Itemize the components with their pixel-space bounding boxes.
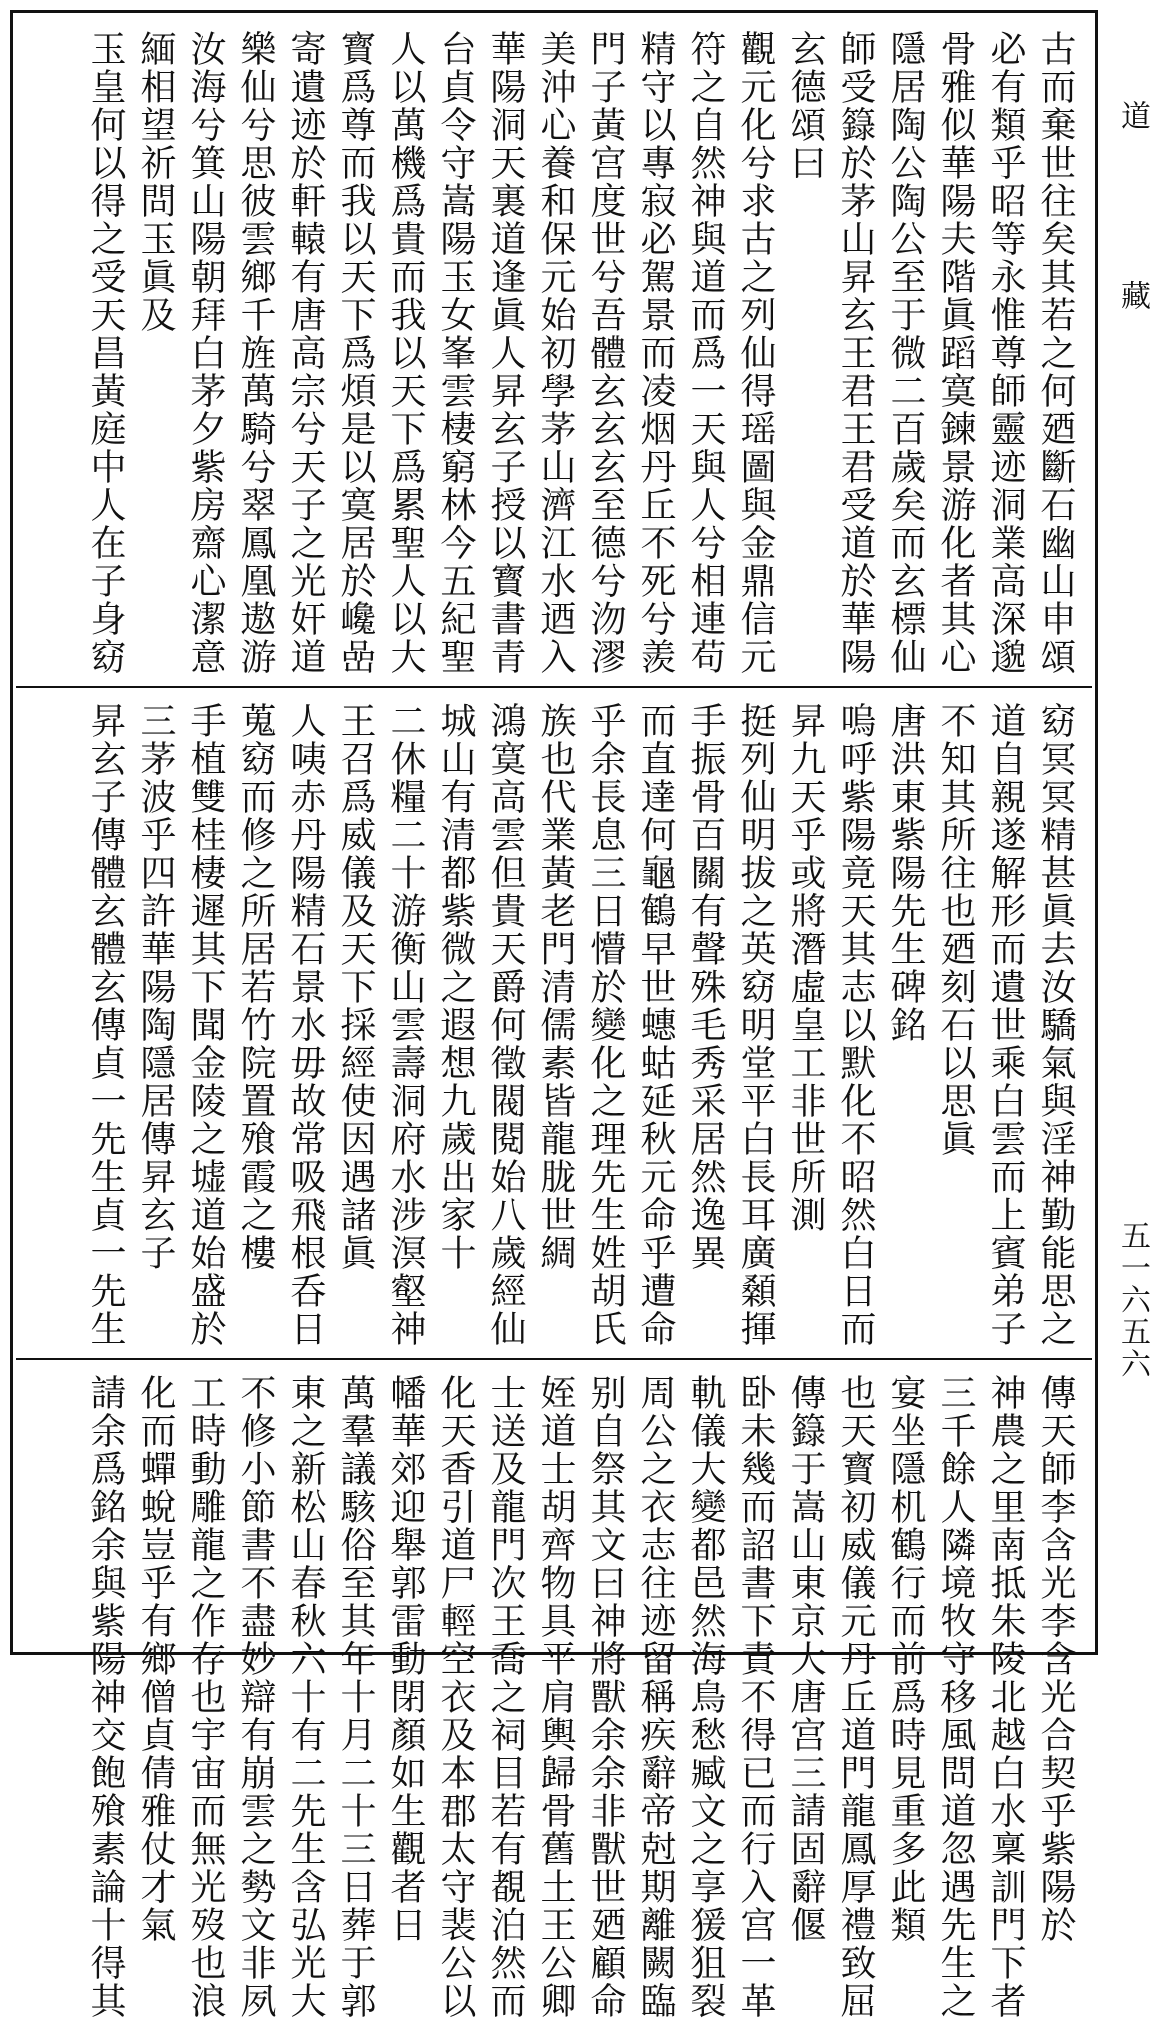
text-column: 骨雅似華陽夫階眞蹈寞鍊景游化者其心 <box>935 30 976 676</box>
text-column: 玄德頌曰 <box>785 30 826 182</box>
text-column: 神農之里南抵朱陵北越白水稟訓門下者 <box>985 1374 1026 2020</box>
collection-title: 道藏 <box>1115 100 1150 460</box>
text-column: 族也代業黃老門清儒素皆龍胧世綢 <box>535 702 576 1272</box>
text-column: 必有類乎昭等永惟尊師靈迹洞業高深邈 <box>985 30 1026 676</box>
text-column: 觀元化兮求古之列仙得瑶圖與金鼎信元 <box>735 30 776 676</box>
text-column: 鴻寞高雲但貴天爵何徵閥閱始八歲經仙 <box>485 702 526 1348</box>
text-column: 古而棄世往矣其若之何廼斷石幽山申頌 <box>1035 30 1076 676</box>
text-column: 玉皇何以得之受天昌黃庭中人在子身窈 <box>85 30 126 676</box>
text-column: 王召爲威儀及天下採經使因遇諸眞 <box>335 702 376 1272</box>
text-column: 唐洪東紫陽先生碑銘 <box>885 702 926 1044</box>
text-column: 三茅波乎四許華陽陶隱居傳昇玄子 <box>135 702 176 1272</box>
text-column: 寄遺迹於軒轅有唐高宗兮天子之光奸道 <box>285 30 326 676</box>
text-column: 傳籙于嵩山東京大唐宫三請固辭偃 <box>785 1374 826 1944</box>
text-column: 緬相望祈問玉眞及 <box>135 30 176 334</box>
text-column: 萬羣議駭俗至其年十月二十三日葬于郭 <box>335 1374 376 2020</box>
text-column: 軌儀大變都邑然海鳥愁臧文之享猨狙裂 <box>685 1374 726 2020</box>
text-column: 請余爲銘余與紫陽神交飽飱素論十得其 <box>85 1374 126 2020</box>
register-middle <box>16 688 1092 1360</box>
text-column: 樂仙兮思彼雲鄉千旌萬騎兮翠鳳凰遨游 <box>235 30 276 676</box>
text-column: 華陽洞天裏道逢眞人昇玄子授以寳書青 <box>485 30 526 676</box>
text-column: 乎余長息三日懵於變化之理先生姓胡氏 <box>585 702 626 1348</box>
text-column: 不修小節書不盡妙辯有崩雲之勢文非夙 <box>235 1374 276 2020</box>
page-number: 五一六五六 <box>1115 1220 1150 1380</box>
text-column: 宴坐隱机鶴行而前爲時見重多此類 <box>885 1374 926 1944</box>
text-column: 窈冥冥精甚眞去汝驕氣與淫神勤能思之 <box>1035 702 1076 1348</box>
text-column: 周公之衣志往迹留稱疾辭帝尅期離闕臨 <box>635 1374 676 2020</box>
text-column: 蒐窈而修之所居若竹院置飱霞之樓 <box>235 702 276 1272</box>
text-column: 師受籙於茅山昇玄王君王君受道於華陽 <box>835 30 876 676</box>
text-column: 幡華郊迎舉郭雷動閉顏如生觀者日 <box>385 1374 426 1944</box>
side-margin <box>1102 0 1162 1663</box>
text-column: 手植雙桂棲遲其下聞金陵之墟道始盛於 <box>185 702 226 1348</box>
text-column: 姪道士胡齊物具平肩輿歸骨舊土王公卿 <box>535 1374 576 2020</box>
text-column: 符之自然神與道而爲一天與人兮相連苟 <box>685 30 726 676</box>
text-column: 别自祭其文曰神將獸余余非獸世廼顧命 <box>585 1374 626 2020</box>
text-column: 東之新松山春秋六十有二先生含弘光大 <box>285 1374 326 2020</box>
text-column: 手振骨百關有聲殊毛秀采居然逸異 <box>685 702 726 1272</box>
text-registers <box>16 16 1092 2020</box>
text-column: 化而蟬蛻豈乎有鄉僧貞倩雅仗才氣 <box>135 1374 176 1944</box>
text-column: 挺列仙明拔之英窈明堂平白長耳廣顙揮 <box>735 702 776 1348</box>
text-column: 道自親遂解形而遺世乘白雲而上賓弟子 <box>985 702 1026 1348</box>
text-column: 三千餘人隣境牧守移風問道忽遇先生之 <box>935 1374 976 2020</box>
text-column: 昇九天乎或將潛虛皇工非世所測 <box>785 702 826 1234</box>
register-bottom <box>16 1360 1092 2030</box>
text-column: 人以萬機爲貴而我以天下爲累聖人以大 <box>385 30 426 676</box>
text-column: 美沖心養和保元始初學茅山濟江水迺入 <box>535 30 576 676</box>
text-column: 精守以專寂必駕景而凌烟丹丘不死兮羨 <box>635 30 676 676</box>
text-column: 卧未幾而詔書下責不得已而行入宫一革 <box>735 1374 776 2020</box>
text-column: 嗚呼紫陽竟天其志以默化不昭然白日而 <box>835 702 876 1348</box>
text-column: 人咦赤丹陽精石景水毋故常吸飛根呑日 <box>285 702 326 1348</box>
text-column: 傳天師李含光李含光合契乎紫陽於 <box>1035 1374 1076 1944</box>
text-column: 城山有清都紫微之遐想九歲出家十 <box>435 702 476 1272</box>
page-frame <box>10 10 1098 2020</box>
text-column: 化天香引道尸輕空衣及本郡太守裴公以 <box>435 1374 476 2020</box>
text-column: 士送及龍門次王喬之祠目若有覩泊然而 <box>485 1374 526 2020</box>
text-column: 不知其所往也廼刻石以思眞 <box>935 702 976 1158</box>
text-column: 也天寳初威儀元丹丘道門龍鳳厚禮致屈 <box>835 1374 876 2020</box>
text-column: 門子黃宫度世兮吾體玄玄玄至德兮沕漻 <box>585 30 626 676</box>
register-top <box>16 16 1092 688</box>
text-column: 工時動雕龍之作存也宇宙而無光歿也浪 <box>185 1374 226 2020</box>
text-column: 隱居陶公陶公至于微二百歲矣而玄標仙 <box>885 30 926 676</box>
text-column: 寳爲尊而我以天下爲煩是以寞居於巉嵒 <box>335 30 376 676</box>
text-column: 而直達何龜鶴早世蟪蛄延秋元命乎遭命 <box>635 702 676 1348</box>
text-column: 台貞令守嵩陽玉女峯雲棲窮林今五紀聖 <box>435 30 476 676</box>
text-column: 汝海兮箕山陽朝拜白茅夕紫房齋心潔意 <box>185 30 226 676</box>
text-column: 昇玄子傳體玄體玄傳貞一先生貞一先生 <box>85 702 126 1348</box>
text-column: 二休糧二十游衡山雲壽洞府水涉溟壑神 <box>385 702 426 1348</box>
